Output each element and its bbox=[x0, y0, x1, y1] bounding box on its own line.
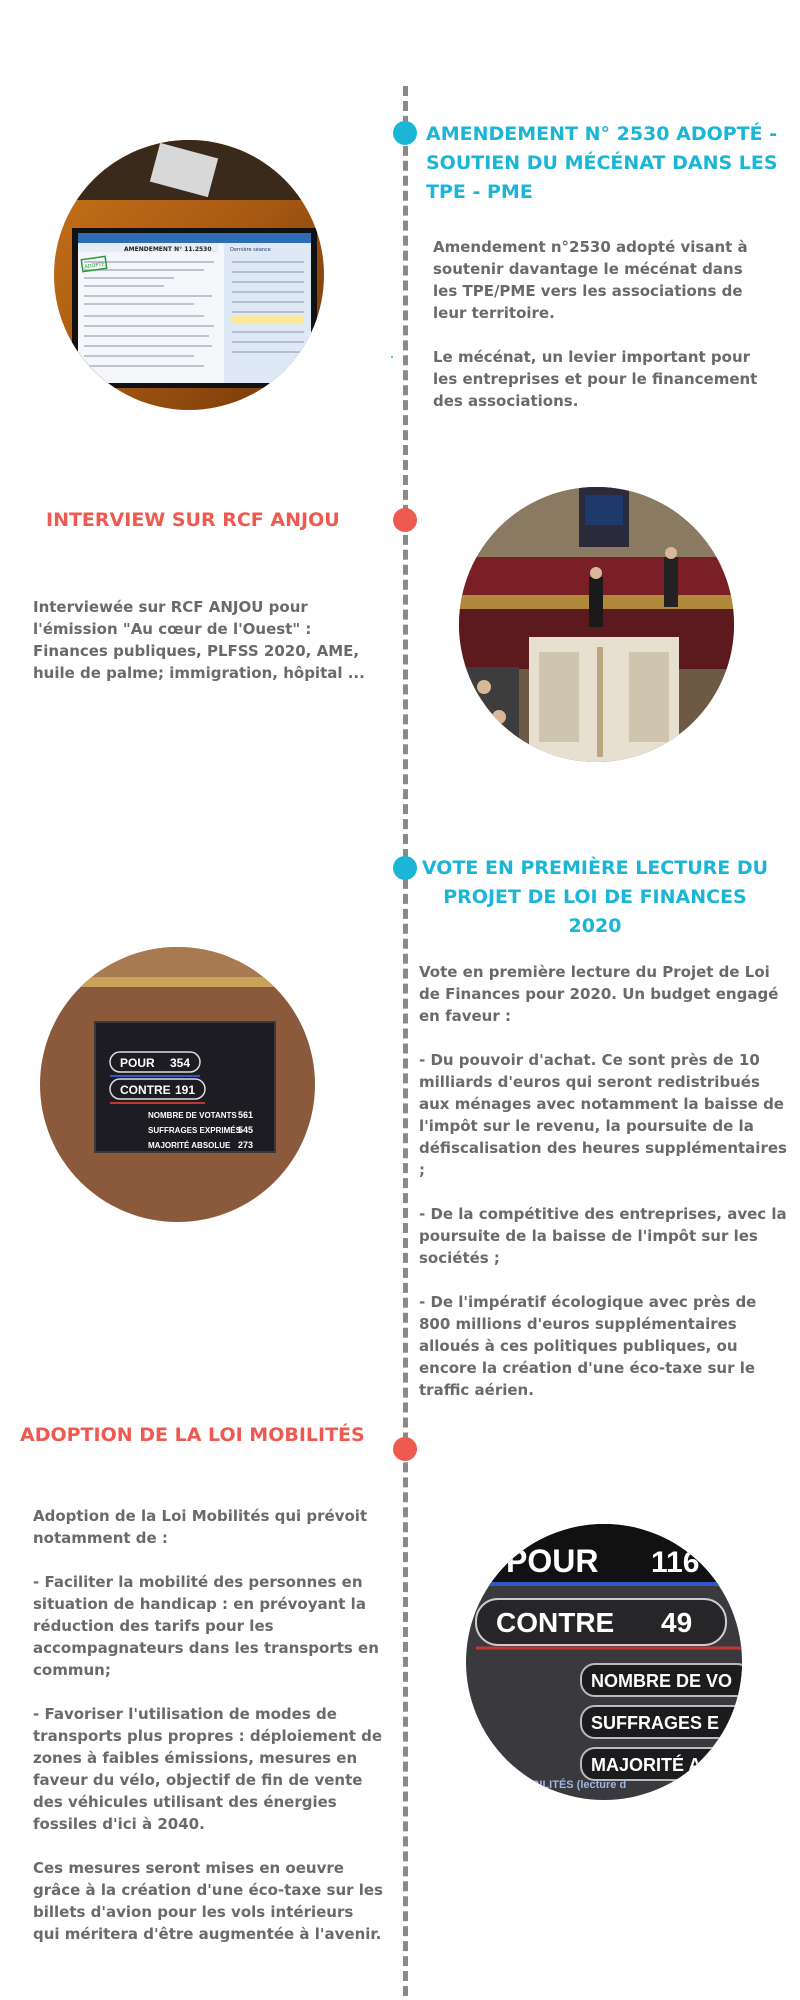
entry-paragraph: Interviewée sur RCF ANJOU pour l'émission "Au cœur de l'Ouest" : Finances publiques, PLFSS 2020, AME, huile de palme; immigration, hôpital ... bbox=[33, 598, 365, 682]
photo-vote-board-plf bbox=[40, 947, 315, 1222]
board-pour-label: POUR bbox=[120, 1056, 155, 1070]
board-majorite-value: 273 bbox=[238, 1140, 254, 1150]
board2-pour-value: 116 bbox=[651, 1546, 700, 1579]
screen-stamp-text: ADOPTÉ bbox=[83, 261, 106, 271]
board2-votants-label: NOMBRE DE VO bbox=[591, 1671, 733, 1691]
entry-title-mobilites: ADOPTION DE LA LOI MOBILITÉS bbox=[20, 1424, 365, 1446]
entry-paragraph: - Faciliter la mobilité des personnes en situation de handicap : en prévoyant la réduction des tarifs pour les accompagnateurs dans les transports en commun; bbox=[33, 1573, 379, 1679]
board-votants-label: NOMBRE DE VOTANTS bbox=[148, 1111, 237, 1120]
entry-title-interview: INTERVIEW SUR RCF ANJOU bbox=[46, 509, 340, 531]
board2-majorite-label: MAJORITÉ A bbox=[591, 1755, 702, 1775]
screen-header-text: AMENDEMENT N° 11.2530 bbox=[124, 246, 212, 253]
board-majorite-label: MAJORITÉ ABSOLUE bbox=[148, 1141, 231, 1150]
entry-body-vote-plf bbox=[419, 961, 789, 1401]
board2-contre-label: CONTRE bbox=[496, 1607, 615, 1638]
entry-paragraph: Le mécénat, un levier important pour les entreprises et pour le financement des associations. bbox=[433, 348, 758, 410]
entry-paragraph: Ces mesures seront mises en oeuvre grâce à la création d'une éco-taxe sur les billets d'avion pour les vols intérieurs qui méritera d'être augmentée à l'avenir. bbox=[33, 1859, 383, 1943]
entry-paragraph: Adoption de la Loi Mobilités qui prévoit notamment de : bbox=[33, 1507, 368, 1547]
entry-paragraph: Vote en première lecture du Projet de Loi de Finances pour 2020. Un budget engagé en faveur : bbox=[419, 963, 779, 1025]
timeline-marker-small bbox=[391, 356, 393, 358]
entry-paragraph: - De la compétitive des entreprises, avec la poursuite de la baisse de l'impôt sur les sociétés ; bbox=[419, 1205, 787, 1267]
timeline-line bbox=[403, 86, 408, 1996]
board-exprimes-value: 545 bbox=[238, 1125, 254, 1135]
timeline-dot-vote-plf bbox=[393, 856, 417, 880]
board-votants-value: 561 bbox=[238, 1110, 254, 1120]
board2-footer-text: ES MOBILITÉS (lecture d bbox=[496, 1779, 627, 1791]
screen-side-text: Dernière séance bbox=[230, 247, 271, 253]
entry-body-mobilites bbox=[33, 1505, 383, 1945]
board2-pour-label: POUR bbox=[506, 1543, 599, 1579]
timeline-dot-mobilites bbox=[393, 1437, 417, 1461]
entry-paragraph: Amendement n°2530 adopté visant à soutenir davantage le mécénat dans les TPE/PME vers les associations de leur territoire. bbox=[433, 238, 748, 322]
entry-paragraph: - De l'impératif écologique avec près de 800 millions d'euros supplémentaires alloués à ces politiques publiques, ou encore la création d'une éco-taxe sur le traffic aérien. bbox=[419, 1293, 757, 1399]
entry-paragraph: - Du pouvoir d'achat. Ce sont près de 10 milliards d'euros qui seront redistribués aux ménages avec notamment la baisse de l'impôt sur le revenu, la poursuite de la défiscalisation des heures supplémentaires ; bbox=[419, 1051, 787, 1179]
photo-assembly-tribune bbox=[459, 487, 734, 762]
entry-title-vote-plf: VOTE EN PREMIÈRE LECTURE DU PROJET DE LOI DE FINANCES 2020 bbox=[421, 857, 769, 937]
entry-body-amendement bbox=[433, 236, 768, 412]
photo-tablet-amendement bbox=[54, 140, 324, 410]
board-contre-value: 191 bbox=[175, 1083, 196, 1097]
entry-title-amendement: AMENDEMENT N° 2530 ADOPTÉ - SOUTIEN DU MÉCÉNAT DANS LES TPE - PME bbox=[426, 123, 778, 203]
entry-paragraph: - Favoriser l'utilisation de modes de transports plus propres : déploiement de zones à faibles émissions, mesures en faveur du vélo, objectif de fin de vente des véhicules utilisant des énergies fossiles d'ici à 2040. bbox=[33, 1705, 383, 1833]
board2-exprimes-label: SUFFRAGES E bbox=[591, 1713, 720, 1733]
board-contre-label: CONTRE bbox=[120, 1083, 171, 1097]
timeline-dot-amendement bbox=[393, 121, 417, 145]
board2-contre-value: 49 bbox=[661, 1607, 693, 1638]
board-pour-value: 354 bbox=[170, 1056, 191, 1070]
board-exprimes-label: SUFFRAGES EXPRIMÉS bbox=[148, 1126, 241, 1135]
timeline-dot-interview bbox=[393, 508, 417, 532]
photo-vote-board-mobilites bbox=[466, 1524, 742, 1800]
entry-body-interview bbox=[33, 596, 373, 684]
